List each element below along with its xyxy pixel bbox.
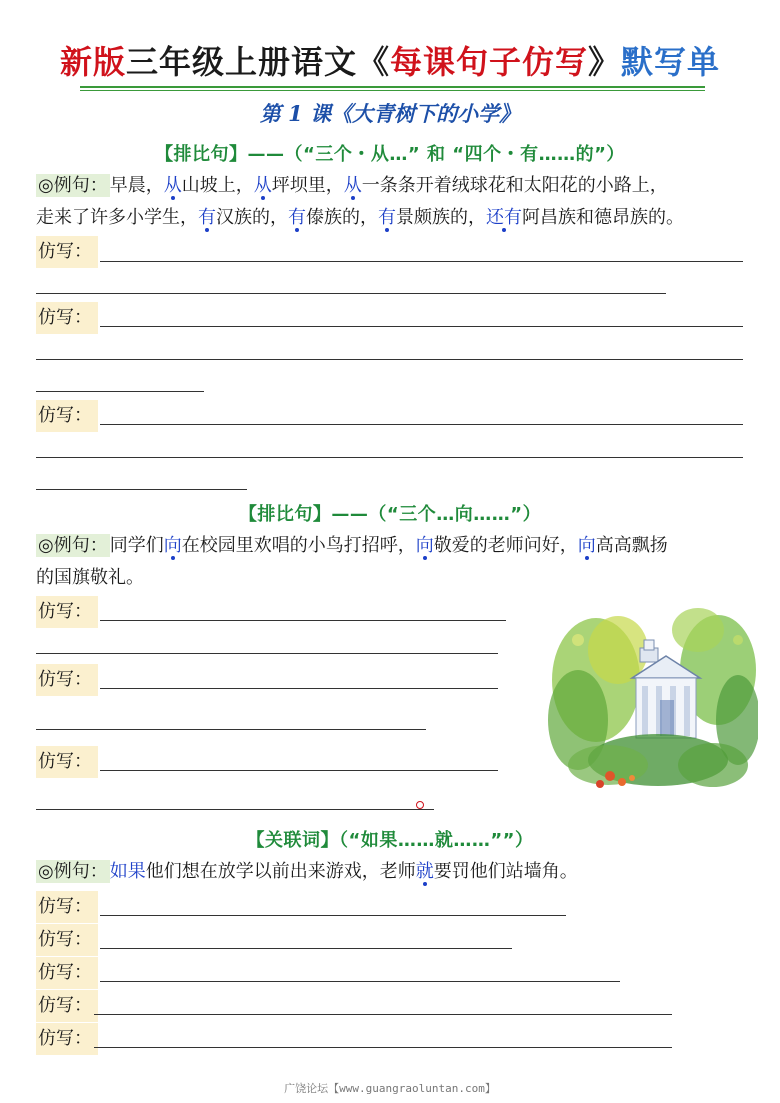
example-label: ◎例句： (38, 535, 108, 556)
practice-label: 仿写： (36, 746, 98, 778)
practice-line[interactable] (100, 261, 743, 262)
section-heading-1: 【排比句】——（“三个・从…” 和 “四个・有……的”） (155, 144, 625, 165)
red-circle-mark (416, 801, 424, 809)
section-heading-2: 【排比句】——（“三个…向……”） (238, 504, 542, 525)
practice-label: 仿写： (36, 1023, 98, 1055)
example-sentence-1: ◎例句： 早晨，从山坡上，从坪坝里，从一条条开着绒球花和太阳花的小路上， 走来了许多小学生，有汉族的，有傣族的，有景颇族的，还有阿昌族和德昂族的。 (36, 175, 684, 228)
example-label: ◎例句： (38, 175, 108, 196)
practice-line[interactable] (36, 359, 743, 360)
practice-label: 仿写： (36, 302, 98, 334)
practice-label: 仿写： (36, 400, 98, 432)
practice-line[interactable] (36, 293, 666, 294)
example-sentence-2: ◎例句： 同学们向在校园里欢唱的小鸟打招呼，向敬爱的老师问好，向高高飘扬 的国旗敬礼。 (36, 535, 668, 588)
practice-label: 仿写： (36, 957, 98, 989)
section-heading-3: 【关联词】（“如果……就……””） (246, 830, 534, 851)
practice-label: 仿写： (36, 891, 98, 923)
practice-line[interactable] (100, 948, 512, 949)
practice-line[interactable] (100, 620, 506, 621)
practice-label: 仿写： (36, 236, 98, 268)
practice-line[interactable] (36, 457, 743, 458)
practice-label: 仿写： (36, 664, 98, 696)
example-sentence-3: ◎例句： 如果他们想在放学以前出来游戏，老师就要罚他们站墙角。 (38, 861, 578, 882)
practice-line[interactable] (100, 688, 498, 689)
title-underline (80, 86, 705, 88)
practice-line[interactable] (36, 391, 204, 392)
practice-line[interactable] (100, 981, 620, 982)
practice-line[interactable] (100, 770, 498, 771)
lesson-title: 第 1 课《大青树下的小学》 (259, 101, 521, 126)
practice-line[interactable] (36, 489, 247, 490)
watercolor-school-illustration (548, 600, 758, 792)
practice-line[interactable] (36, 809, 434, 810)
practice-line[interactable] (36, 653, 498, 654)
practice-line[interactable] (94, 1047, 672, 1048)
practice-label: 仿写： (36, 596, 98, 628)
practice-label: 仿写： (36, 990, 98, 1022)
example-label: ◎例句： (38, 861, 108, 882)
practice-label: 仿写： (36, 924, 98, 956)
practice-line[interactable] (94, 1014, 672, 1015)
practice-line[interactable] (100, 424, 743, 425)
footer-watermark: 广饶论坛【www.guangraoluntan.com】 (284, 1082, 496, 1095)
title-underline-thin (80, 90, 705, 91)
practice-line[interactable] (36, 729, 426, 730)
page-title: 新版三年级上册语文《每课句子仿写》默写单 (59, 43, 721, 81)
practice-line[interactable] (100, 326, 743, 327)
practice-line[interactable] (100, 915, 566, 916)
